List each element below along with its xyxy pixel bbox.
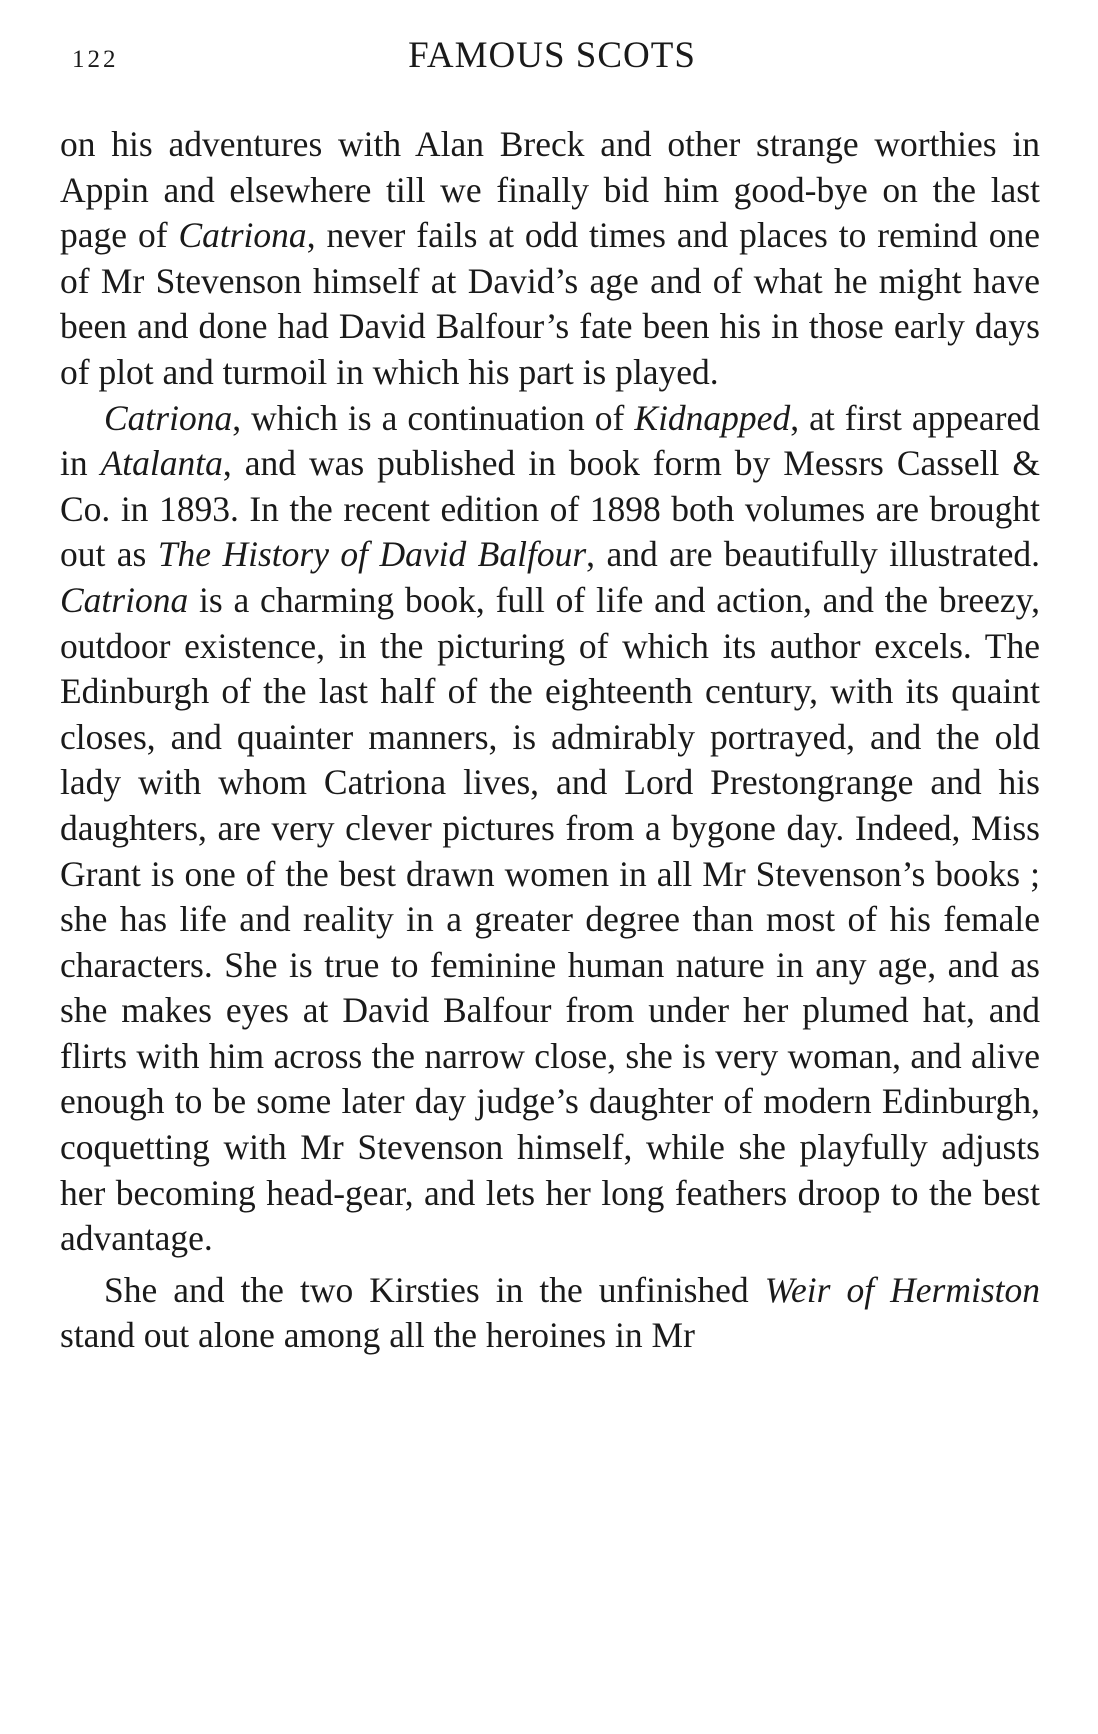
italic-title: Weir of Hermiston: [764, 1269, 1041, 1310]
text-run: is a charming book, full of life and action, and the breezy, outdoor existence, in the picturing of which its author excels. The Edinburgh of the last half of the eighteenth century, with its quaint closes, and quainter manners, is admirably portrayed, and the old lady with whom Catriona lives, and Lord Prestongrange and his daughters, are very clever pictures from a bygone day. Indeed, Miss Grant is one of the best drawn women in all Mr Stevenson’s books ; she has life and reality in a greater degree than most of his female characters. She is true to feminine human nature in any age, and as she makes eyes at David Balfour from under her plumed hat, and flirts with him across the narrow close, she is very woman, and alive enough to be some later day judge’s daughter of modern Edinburgh, coquetting with Mr Stevenson himself, while she playfully adjusts her becoming head-gear, and lets her long feathers droop to the best advantage.: [60, 579, 1040, 1259]
italic-title: Kidnapped: [634, 397, 791, 438]
running-head: [72, 32, 1032, 82]
italic-title: The History of David Balfour: [157, 534, 587, 575]
paragraph: [60, 396, 1040, 1262]
italic-title: Catriona: [104, 397, 233, 438]
running-title: FAMOUS SCOTS: [408, 35, 696, 76]
page-number: 122: [72, 46, 119, 73]
text-run: stand out alone among all the heroines in Mr: [60, 1315, 695, 1356]
text-run: , and are beautifully illustrated.: [586, 534, 1040, 575]
paragraph: [60, 122, 1040, 396]
text-run: , which is a continuation of: [232, 397, 635, 438]
paragraph: [60, 1268, 1040, 1359]
text-run: on his adventures with Alan Breck and other strange worthies in Appin and elsewhere till we finally bid him good-bye on the last page of: [60, 124, 1040, 256]
text-run: , never fails at odd times and places to remind one of Mr Stevenson himself at David’s age and of what he might have been and done had David Balfour’s fate been his in those early days of plot and turmoil in which his part is played.: [60, 215, 1040, 392]
italic-title: Atalanta: [100, 443, 223, 484]
text-run: She and the two Kirsties in the unfinished: [104, 1269, 765, 1310]
body-text: [60, 122, 1040, 1359]
italic-title: Catriona: [60, 579, 189, 620]
text-run: , and was published in book form by Messrs Cassell & Co. in 1893. In the recent edition of 1898 both volumes are brought out as: [60, 443, 1040, 575]
text-run: , at first appeared in: [60, 397, 1041, 484]
italic-title: Catriona: [178, 215, 307, 256]
